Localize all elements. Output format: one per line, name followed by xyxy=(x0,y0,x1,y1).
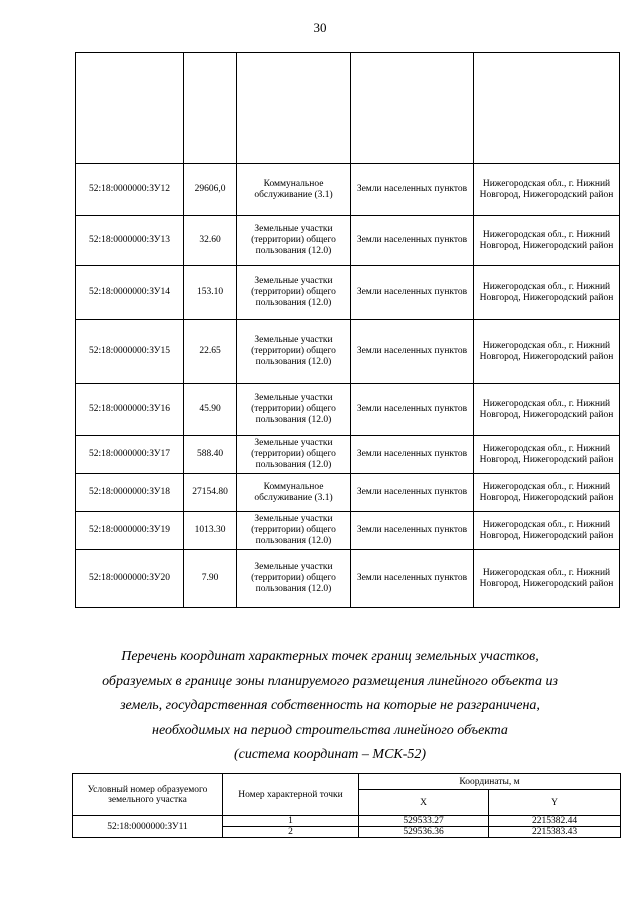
parcel-address: Нижегородская обл., г. Нижний Новгород, Нижегородский район xyxy=(474,474,620,512)
parcels-table xyxy=(75,52,620,608)
table-row xyxy=(76,436,620,474)
land-category: Земли населенных пунктов xyxy=(351,550,474,608)
land-category: Земли населенных пунктов xyxy=(351,384,474,436)
cadastral-number: 52:18:0000000:ЗУ19 xyxy=(76,512,184,550)
caption-line: Перечень координат характерных точек границ земельных участков, xyxy=(121,649,539,664)
table-row xyxy=(76,164,620,216)
table-row xyxy=(76,550,620,608)
permitted-use: Земельные участки (территории) общего пользования (12.0) xyxy=(237,550,351,608)
table-row xyxy=(76,512,620,550)
header-y: Y xyxy=(489,790,621,816)
permitted-use: Коммунальное обслуживание (3.1) xyxy=(237,164,351,216)
table-row xyxy=(76,320,620,384)
coordinate-x: 529536.36 xyxy=(359,827,489,838)
parcel-address: Нижегородская обл., г. Нижний Новгород, Нижегородский район xyxy=(474,550,620,608)
cadastral-number: 52:18:0000000:ЗУ20 xyxy=(76,550,184,608)
parcel-address: Нижегородская обл., г. Нижний Новгород, Нижегородский район xyxy=(474,512,620,550)
parcel-area: 29606,0 xyxy=(184,164,237,216)
coordinates-caption xyxy=(60,645,600,768)
table-row xyxy=(76,384,620,436)
land-category: Земли населенных пунктов xyxy=(351,320,474,384)
header-row xyxy=(73,774,621,790)
parcel-area: 153.10 xyxy=(184,266,237,320)
land-category: Земли населенных пунктов xyxy=(351,164,474,216)
cadastral-number: 52:18:0000000:ЗУ13 xyxy=(76,216,184,266)
header-coordinates: Координаты, м xyxy=(359,774,621,790)
table-row xyxy=(73,816,621,827)
land-category: Земли населенных пунктов xyxy=(351,436,474,474)
caption-line: необходимых на период строительства линейного объекта xyxy=(152,722,508,738)
coordinate-x: 529533.27 xyxy=(359,816,489,827)
cadastral-number: 52:18:0000000:ЗУ15 xyxy=(76,320,184,384)
coordinates-table xyxy=(72,773,621,838)
page-number: 30 xyxy=(313,20,327,35)
parcel-number: 52:18:0000000:ЗУ11 xyxy=(73,816,223,838)
permitted-use: Земельные участки (территории) общего пользования (12.0) xyxy=(237,266,351,320)
point-number: 2 xyxy=(223,827,359,838)
cadastral-number: 52:18:0000000:ЗУ14 xyxy=(76,266,184,320)
land-category: Земли населенных пунктов xyxy=(351,266,474,320)
point-number: 1 xyxy=(223,816,359,827)
cadastral-number: 52:18:0000000:ЗУ12 xyxy=(76,164,184,216)
permitted-use: Земельные участки (территории) общего пользования (12.0) xyxy=(237,320,351,384)
header-point-number: Номер характерной точки xyxy=(223,774,359,816)
parcel-address: Нижегородская обл., г. Нижний Новгород, Нижегородский район xyxy=(474,216,620,266)
land-category: Земли населенных пунктов xyxy=(351,474,474,512)
coordinate-y: 2215383.43 xyxy=(489,827,621,838)
caption-line: земель, государственная собственность на которые не разграничена, xyxy=(120,698,540,713)
parcel-area: 45.90 xyxy=(184,384,237,436)
permitted-use: Земельные участки (территории) общего пользования (12.0) xyxy=(237,436,351,474)
header-x: X xyxy=(359,790,489,816)
parcel-address: Нижегородская обл., г. Нижний Новгород, Нижегородский район xyxy=(474,384,620,436)
coordinate-y: 2215382.44 xyxy=(489,816,621,827)
permitted-use: Земельные участки (территории) общего пользования (12.0) xyxy=(237,384,351,436)
permitted-use: Коммунальное обслуживание (3.1) xyxy=(237,474,351,512)
parcel-area: 27154.80 xyxy=(184,474,237,512)
parcel-address: Нижегородская обл., г. Нижний Новгород, Нижегородский район xyxy=(474,320,620,384)
permitted-use: Земельные участки (территории) общего пользования (12.0) xyxy=(237,216,351,266)
header-parcel-number: Условный номер образуемого земельного участка xyxy=(73,774,223,816)
cadastral-number: 52:18:0000000:ЗУ18 xyxy=(76,474,184,512)
parcel-area: 588.40 xyxy=(184,436,237,474)
parcel-area: 32.60 xyxy=(184,216,237,266)
cadastral-number: 52:18:0000000:ЗУ16 xyxy=(76,384,184,436)
cadastral-number: 52:18:0000000:ЗУ17 xyxy=(76,436,184,474)
parcel-address: Нижегородская обл., г. Нижний Новгород, Нижегородский район xyxy=(474,164,620,216)
table-row xyxy=(76,216,620,266)
parcel-area: 22.65 xyxy=(184,320,237,384)
parcel-address: Нижегородская обл., г. Нижний Новгород, Нижегородский район xyxy=(474,436,620,474)
parcel-area: 1013.30 xyxy=(184,512,237,550)
table-row xyxy=(76,266,620,320)
land-category: Земли населенных пунктов xyxy=(351,512,474,550)
caption-line: образуемых в границе зоны планируемого размещения линейного объекта из xyxy=(102,673,558,689)
parcel-address: Нижегородская обл., г. Нижний Новгород, Нижегородский район xyxy=(474,266,620,320)
permitted-use: Земельные участки (территории) общего пользования (12.0) xyxy=(237,512,351,550)
table-row xyxy=(76,474,620,512)
table-continuation-row xyxy=(76,53,620,164)
parcel-area: 7.90 xyxy=(184,550,237,608)
caption-line: (система координат – МСК-52) xyxy=(233,747,427,762)
land-category: Земли населенных пунктов xyxy=(351,216,474,266)
